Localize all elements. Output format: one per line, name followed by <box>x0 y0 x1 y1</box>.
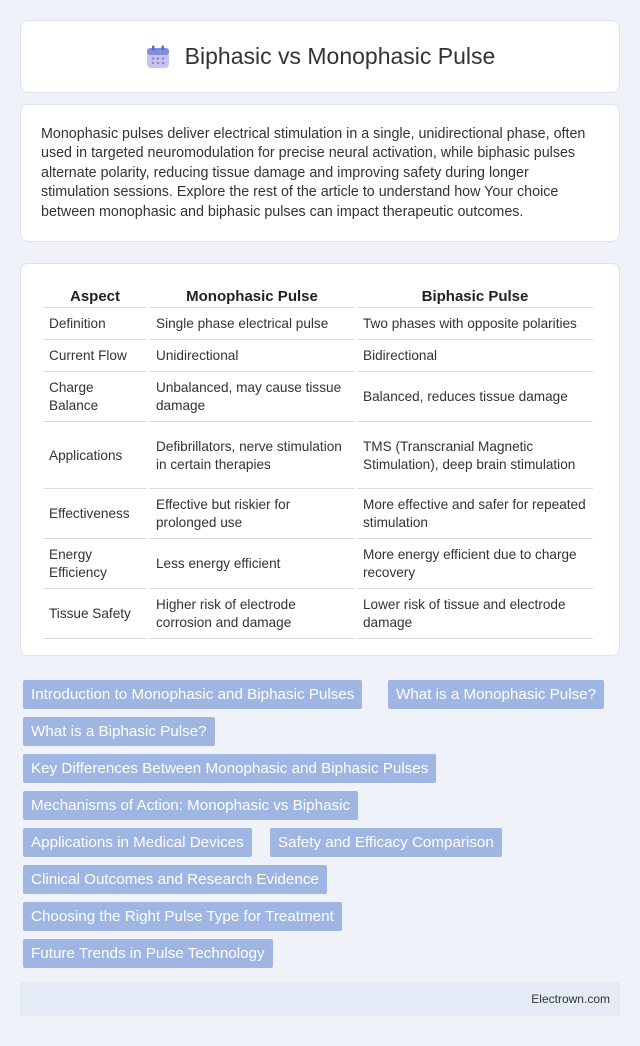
table-row <box>43 489 593 539</box>
comparison-table-card <box>20 263 620 656</box>
footer <box>20 982 620 1016</box>
topic-link[interactable]: Key Differences Between Monophasic and Biphasic Pulses <box>23 754 436 783</box>
table-cell: Effective but riskier for prolonged use <box>150 489 354 539</box>
table-cell: Defibrillators, nerve stimulation in certain therapies <box>150 422 354 489</box>
table-cell: Tissue Safety <box>43 589 147 639</box>
header-biphasic: Biphasic Pulse <box>357 286 593 308</box>
table-row <box>43 422 593 489</box>
topic-link[interactable]: Mechanisms of Action: Monophasic vs Biphasic <box>23 791 358 820</box>
table-cell: Effectiveness <box>43 489 147 539</box>
table-header-row <box>43 286 593 308</box>
table-cell: TMS (Transcranial Magnetic Stimulation), deep brain stimulation <box>357 422 593 489</box>
topic-link[interactable]: Safety and Efficacy Comparison <box>270 828 502 857</box>
table-row <box>43 589 593 639</box>
table-row <box>43 539 593 589</box>
topic-link[interactable]: Future Trends in Pulse Technology <box>23 939 273 968</box>
table-cell: Energy Efficiency <box>43 539 147 589</box>
table-cell: Lower risk of tissue and electrode damage <box>357 589 593 639</box>
table-cell: Applications <box>43 422 147 489</box>
table-row <box>43 308 593 340</box>
table-cell: Current Flow <box>43 340 147 372</box>
topic-link[interactable]: Introduction to Monophasic and Biphasic Pulses <box>23 680 362 709</box>
table-cell: More effective and safer for repeated stimulation <box>357 489 593 539</box>
header-aspect: Aspect <box>43 286 147 308</box>
table-row <box>43 372 593 422</box>
table-cell: Charge Balance <box>43 372 147 422</box>
header-monophasic: Monophasic Pulse <box>150 286 354 308</box>
calendar-grid-icon <box>145 44 171 70</box>
table-cell: Balanced, reduces tissue damage <box>357 372 593 422</box>
table-cell: Higher risk of electrode corrosion and damage <box>150 589 354 639</box>
topic-link[interactable]: What is a Monophasic Pulse? <box>388 680 604 709</box>
table-row <box>43 340 593 372</box>
table-cell: Bidirectional <box>357 340 593 372</box>
table-cell: Single phase electrical pulse <box>150 308 354 340</box>
topic-link[interactable]: Applications in Medical Devices <box>23 828 252 857</box>
comparison-table <box>40 286 596 639</box>
footer-source: Electrown.com <box>531 992 610 1006</box>
table-cell: Definition <box>43 308 147 340</box>
table-cell: Unidirectional <box>150 340 354 372</box>
title-card <box>20 20 620 93</box>
intro-card <box>20 104 620 242</box>
topic-link[interactable]: What is a Biphasic Pulse? <box>23 717 215 746</box>
table-cell: Less energy efficient <box>150 539 354 589</box>
table-cell: More energy efficient due to charge recovery <box>357 539 593 589</box>
topic-link[interactable]: Clinical Outcomes and Research Evidence <box>23 865 327 894</box>
intro-text: Monophasic pulses deliver electrical stimulation in a single, unidirectional phase, often used in targeted neuromodulation for precise neural activation, while biphasic pulses alternate polarity, reducing tissue damage and improving safety during longer stimulation sessions. Explore the rest of the article to understand how Your choice between monophasic and biphasic pulses can impact therapeutic outcomes. <box>41 126 586 220</box>
page-title: Biphasic vs Monophasic Pulse <box>184 43 496 69</box>
topic-link[interactable]: Choosing the Right Pulse Type for Treatment <box>23 902 342 931</box>
table-cell: Two phases with opposite polarities <box>357 308 593 340</box>
table-cell: Unbalanced, may cause tissue damage <box>150 372 354 422</box>
